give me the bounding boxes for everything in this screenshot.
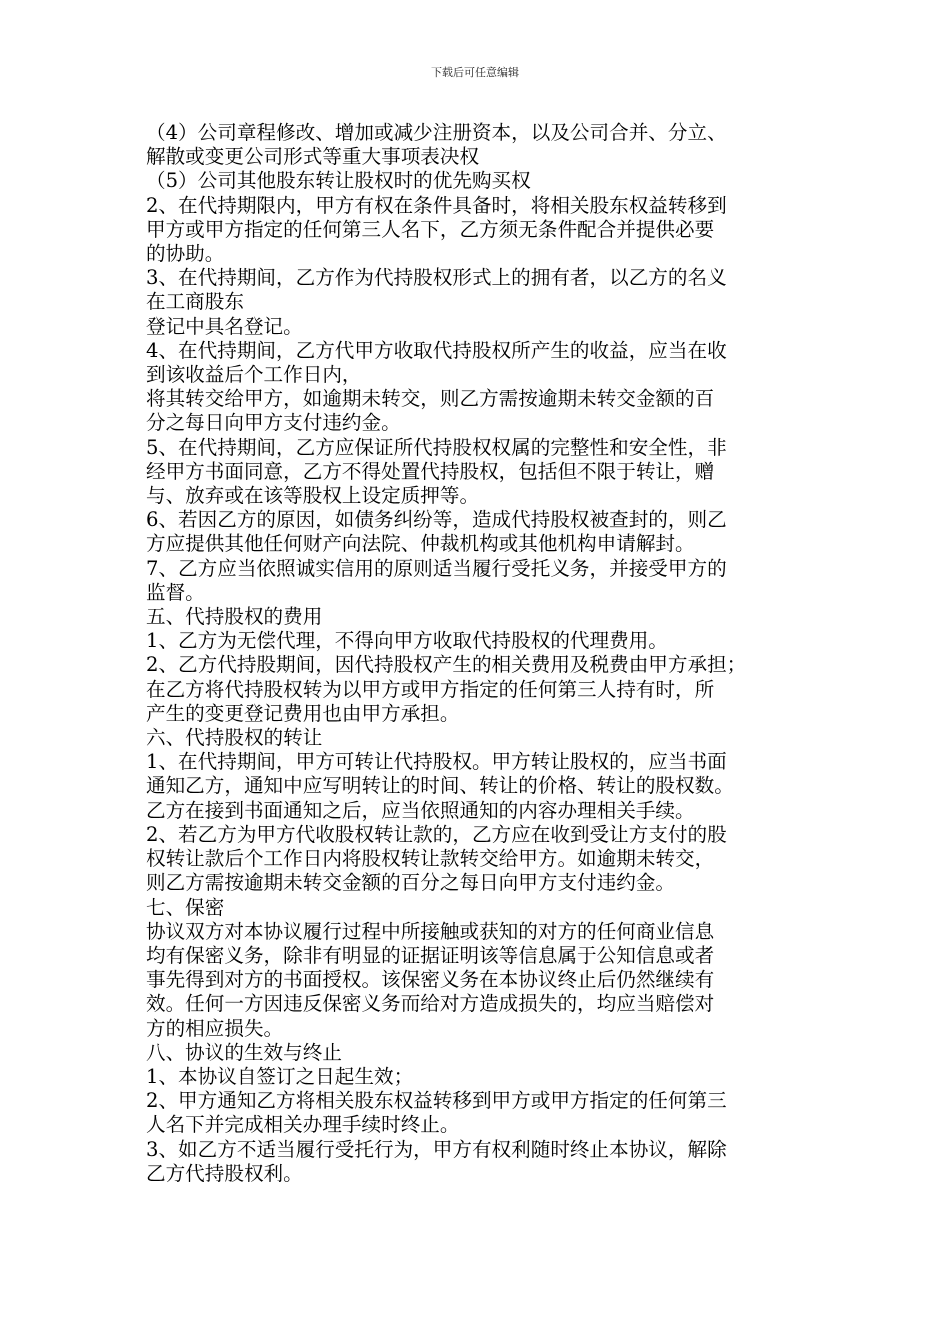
text-line: 2、若乙方为甲方代收股权转让款的，乙方应在收到受让方支付的股 [146, 822, 727, 846]
text-line: 3、如乙方不适当履行受托行为，甲方有权利随时终止本协议，解除 [146, 1137, 727, 1161]
section-heading: 七、保密 [146, 895, 225, 919]
text-line: 6、若因乙方的原因，如债务纠纷等，造成代持股权被查封的，则乙 [146, 508, 727, 532]
text-line: 4、在代持期间，乙方代甲方收取代持股权所产生的收益，应当在收 [146, 338, 727, 362]
text-line: 5、在代持期间，乙方应保证所代持股权权属的完整性和安全性，非 [146, 435, 727, 459]
text-line: 到该收益后个工作日内， [146, 363, 362, 387]
text-line: 权转让款后个工作日内将股权转让款转交给甲方。如逾期未转交， [146, 847, 715, 871]
text-line: 协议双方对本协议履行过程中所接触或获知的对方的任何商业信息 [146, 919, 715, 943]
text-line: 与、放弃或在该等股权上设定质押等。 [146, 484, 480, 508]
section-heading: 八、协议的生效与终止 [146, 1040, 342, 1064]
text-line: 1、乙方为无偿代理，不得向甲方收取代持股权的代理费用。 [146, 629, 668, 653]
text-line: 1、本协议自签订之日起生效； [146, 1064, 414, 1088]
document-body [146, 121, 810, 1186]
text-line: 2、在代持期限内，甲方有权在条件具备时，将相关股东权益转移到 [146, 193, 727, 217]
text-line: （5）公司其他股东转让股权时的优先购买权 [146, 169, 531, 193]
text-line: （4）公司章程修改、增加或减少注册资本，以及公司合并、分立、 [146, 121, 727, 144]
text-line: 均有保密义务，除非有明显的证据证明该等信息属于公知信息或者 [146, 943, 715, 967]
text-line: 经甲方书面同意，乙方不得处置代持股权，包括但不限于转让，赠 [146, 459, 715, 483]
page-header: 下载后可任意编辑 [431, 66, 519, 79]
text-line: 人名下并完成相关办理手续时终止。 [146, 1113, 460, 1137]
section-heading: 五、代持股权的费用 [146, 605, 323, 629]
text-line: 乙方代持股权利。 [146, 1161, 303, 1185]
text-line: 通知乙方，通知中应写明转让的时间、转让的价格、转让的股权数。 [146, 774, 734, 798]
text-line: 3、在代持期间，乙方作为代持股权形式上的拥有者，以乙方的名义 [146, 266, 727, 290]
text-line: 方的相应损失。 [146, 1016, 284, 1040]
text-line: 2、甲方通知乙方将相关股东权益转移到甲方或甲方指定的任何第三 [146, 1089, 727, 1113]
text-line: 在工商股东 [146, 290, 244, 314]
section-heading: 六、代持股权的转让 [146, 726, 323, 750]
text-line: 的协助。 [146, 242, 225, 266]
text-line: 分之每日向甲方支付违约金。 [146, 411, 401, 435]
text-line: 甲方或甲方指定的任何第三人名下，乙方须无条件配合并提供必要 [146, 217, 715, 241]
text-line: 乙方在接到书面通知之后，应当依照通知的内容办理相关手续。 [146, 798, 695, 822]
text-line: 监督。 [146, 580, 205, 604]
text-line: 则乙方需按逾期未转交金额的百分之每日向甲方支付违约金。 [146, 871, 676, 895]
text-line: 将其转交给甲方，如逾期未转交，则乙方需按逾期未转交金额的百 [146, 387, 715, 411]
text-line: 7、乙方应当依照诚实信用的原则适当履行受托义务，并接受甲方的 [146, 556, 727, 580]
text-line: 事先得到对方的书面授权。该保密义务在本协议终止后仍然继续有 [146, 968, 715, 992]
text-line: 解散或变更公司形式等重大事项表决权 [146, 145, 480, 169]
text-line: 方应提供其他任何财产向法院、仲裁机构或其他机构申请解封。 [146, 532, 695, 556]
text-line: 1、在代持期间，甲方可转让代持股权。甲方转让股权的，应当书面 [146, 750, 727, 774]
text-line: 登记中具名登记。 [146, 314, 303, 338]
text-line: 产生的变更登记费用也由甲方承担。 [146, 701, 460, 725]
text-line: 2、乙方代持股期间，因代持股权产生的相关费用及税费由甲方承担； [146, 653, 747, 677]
text-line: 在乙方将代持股权转为以甲方或甲方指定的任何第三人持有时，所 [146, 677, 715, 701]
text-line: 效。任何一方因违反保密义务而给对方造成损失的，均应当赔偿对 [146, 992, 715, 1016]
